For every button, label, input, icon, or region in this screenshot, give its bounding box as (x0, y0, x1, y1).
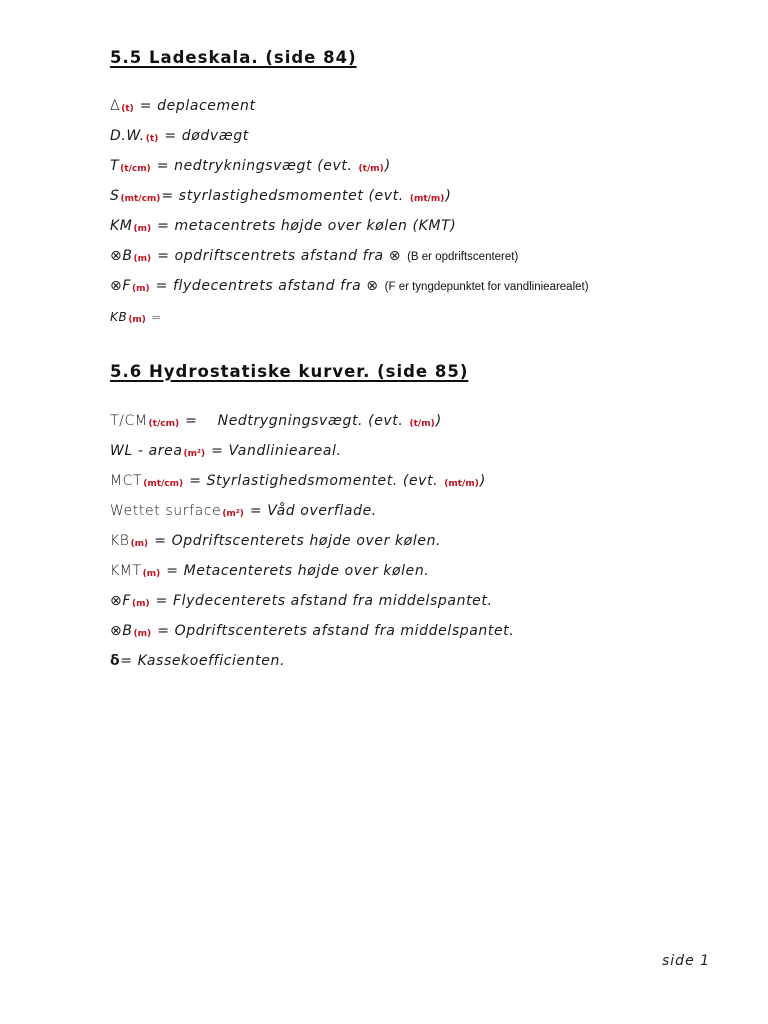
definition-text: = Kassekoefficienten. (120, 653, 285, 669)
symbol: KB (110, 533, 130, 549)
symbol: ⊗F (110, 593, 131, 609)
unit-subscript: (m) (130, 539, 149, 549)
symbol: MCT (110, 473, 143, 489)
unit-subscript: (m) (133, 629, 152, 639)
curve-line-lcf (110, 593, 493, 609)
symbol: WL - area (110, 443, 183, 459)
definition-text: = (146, 310, 162, 324)
unit-subscript: (m²) (222, 509, 244, 519)
curve-line-kmt (110, 563, 429, 579)
definition-text: = Vandlinieareal. (206, 443, 342, 459)
symbol: δ (110, 653, 121, 669)
page-number: side 1 (662, 953, 711, 969)
symbol: Δ (110, 98, 121, 114)
definition-text: = nedtrykningsvægt (evt. (151, 158, 358, 174)
unit-subscript: (m) (133, 224, 152, 234)
definition-text: = styrlastighedsmomentet (evt. (161, 188, 409, 204)
unit-subscript: (t) (121, 104, 134, 114)
symbol: KMT (110, 563, 142, 579)
definition-text-end: ) (384, 158, 391, 174)
curve-line-block-coefficient (110, 653, 285, 669)
definition-text-end: ) (445, 188, 452, 204)
unit-subscript: (t/cm) (120, 164, 151, 174)
definition-text: = dødvægt (159, 128, 249, 144)
definition-text: = Nedtrygningsvægt. (evt. (180, 413, 409, 429)
definition-text: = metacentrets højde over kølen (KMT) (152, 218, 457, 234)
symbol: KM (110, 218, 133, 234)
definition-text: = Styrlastighedsmomentet. (evt. (184, 473, 444, 489)
symbol: KB (110, 310, 128, 324)
definition-text-end: ) (479, 473, 486, 489)
definition-line-lcb (110, 248, 518, 264)
alt-unit-subscript: (t/m) (358, 164, 384, 174)
definition-text: = Opdriftscenterets afstand fra middelspantet. (152, 623, 515, 639)
unit-subscript: (m) (128, 315, 146, 325)
definition-text: = opdriftscentrets afstand fra ⊗ (152, 248, 402, 264)
symbol: S (110, 188, 120, 204)
alt-unit-subscript: (mt/m) (444, 479, 479, 489)
curve-line-wl-area (110, 443, 342, 459)
definition-line-kb (110, 310, 162, 325)
definition-line-mct (110, 188, 451, 204)
symbol: Wettet surface (110, 503, 222, 519)
definition-line-km (110, 218, 456, 234)
unit-subscript: (t/cm) (148, 419, 180, 429)
curve-line-kb (110, 533, 441, 549)
section-heading-5-5: 5.5 Ladeskala. (side 84) (110, 48, 357, 67)
unit-subscript: (mt/cm) (143, 479, 184, 489)
alt-unit-subscript: (t/m) (409, 419, 435, 429)
definition-text: = Metacenterets højde over kølen. (161, 563, 430, 579)
definition-text: = Våd overflade. (244, 503, 377, 519)
symbol: T/CM (110, 413, 148, 429)
unit-subscript: (m) (142, 569, 161, 579)
unit-subscript: (m²) (183, 449, 206, 459)
definition-text: = Flydecenterets afstand fra middelspantet. (150, 593, 493, 609)
section-heading-5-6: 5.6 Hydrostatiske kurver. (side 85) (110, 362, 469, 381)
curve-line-wetted-surface (110, 503, 377, 519)
unit-subscript: (m) (133, 254, 152, 264)
symbol: ⊗F (110, 278, 131, 294)
symbol: ⊗B (110, 623, 133, 639)
unit-subscript: (t) (145, 134, 159, 144)
curve-line-tcm (110, 413, 442, 429)
unit-subscript: (mt/cm) (120, 194, 161, 204)
definition-line-deadweight (110, 128, 249, 144)
curve-line-lcb (110, 623, 514, 639)
unit-subscript: (m) (131, 284, 150, 294)
definition-line-lcf (110, 278, 589, 294)
definition-text: = flydecentrets afstand fra ⊗ (150, 278, 379, 294)
symbol: D.W. (110, 128, 145, 144)
definition-line-displacement (110, 98, 256, 114)
symbol: ⊗B (110, 248, 133, 264)
curve-line-mct (110, 473, 486, 489)
symbol: T (110, 158, 120, 174)
definition-note: (B er opdriftscenteret) (407, 251, 519, 263)
definition-text-end: ) (435, 413, 442, 429)
definition-text: = deplacement (134, 98, 256, 114)
definition-text: = Opdriftscenterets højde over kølen. (149, 533, 442, 549)
alt-unit-subscript: (mt/m) (409, 194, 445, 204)
definition-line-tpc (110, 158, 391, 174)
unit-subscript: (m) (131, 599, 150, 609)
definition-note: (F er tyngdepunktet for vandliniearealet) (384, 281, 589, 293)
